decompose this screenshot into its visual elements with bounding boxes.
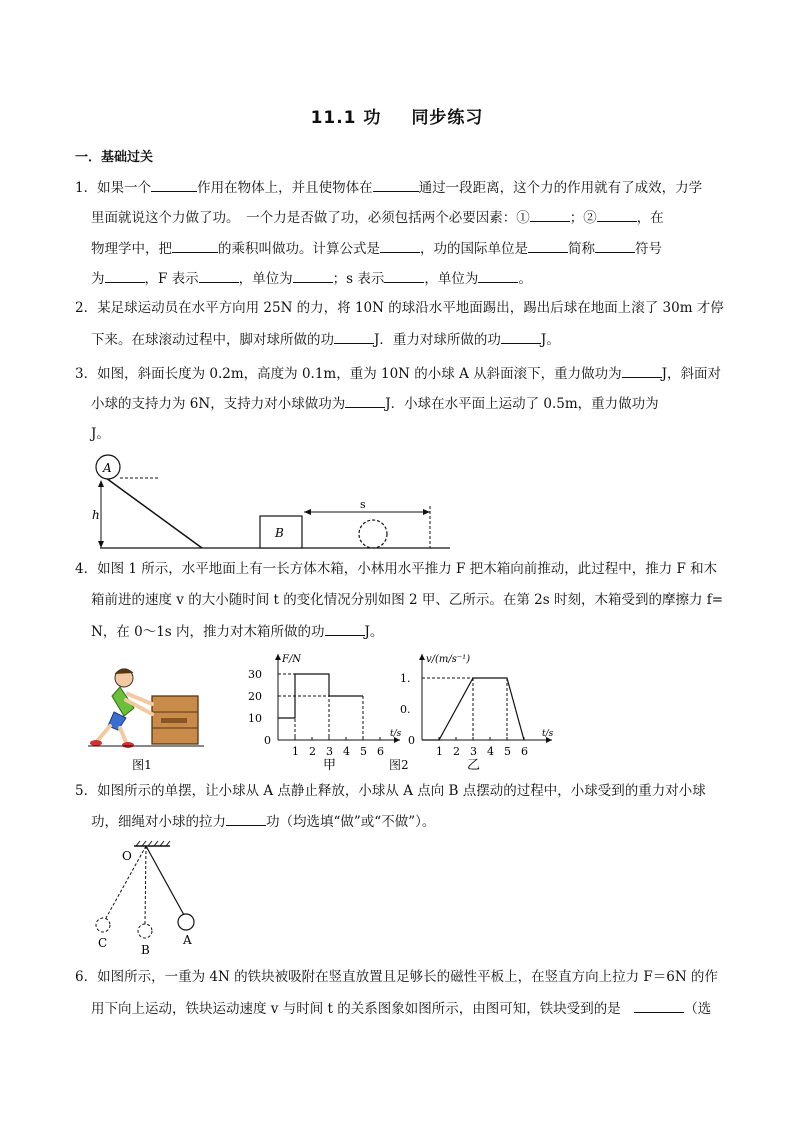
figure-1-label: 图1: [132, 758, 152, 772]
y-tick-label: 0.: [400, 703, 411, 716]
q1-text: 为: [91, 271, 105, 287]
q1-blank-1[interactable]: [151, 178, 197, 192]
q4-text: N，在 0～1s 内，推力对木箱所做的功: [91, 624, 325, 640]
q4-line-1: [75, 560, 717, 578]
q1-text: ；②: [569, 210, 597, 226]
q1-text: 的乘积叫做功。计算公式是: [218, 241, 380, 257]
q1-line-3: [91, 239, 662, 258]
q5-number: 5．: [75, 783, 98, 799]
q1-blank-3[interactable]: [530, 208, 570, 222]
x-tick-label: 5: [504, 745, 511, 758]
y-tick-label: 1.: [400, 672, 411, 685]
q3-arrow-up: [98, 480, 104, 487]
q2-line-1: [75, 299, 724, 317]
origin-label: 0: [264, 734, 271, 747]
q6-number: 6．: [75, 969, 98, 985]
y-axis-label: F/N: [282, 654, 302, 665]
q6-text: （选: [684, 1001, 712, 1017]
q5-text: 功（均选填“做”或“不做”）。: [266, 814, 436, 830]
chart-velocity-time: [400, 648, 560, 774]
person-shoe: [122, 742, 134, 748]
y-tick-label: 10: [248, 712, 262, 725]
q3-ball-final: [359, 520, 387, 548]
q4-figure-1: [86, 656, 206, 774]
q1-blank-13[interactable]: [478, 269, 518, 283]
x-tick-label: 1: [292, 745, 299, 758]
q1-blank-7[interactable]: [528, 239, 568, 253]
figure-2-label: 图2: [389, 758, 409, 772]
x-axis-label: t/s: [390, 729, 402, 739]
q3-incline: [106, 478, 202, 548]
q3-text: 如图，斜面长度为 0.2m，高度为 0.1m，重为 10N 的小球 A 从斜面滚下，重力做功为: [97, 366, 622, 382]
q3-height-label: h: [92, 508, 100, 522]
q5-text: 功，细绳对小球的拉力: [91, 814, 226, 830]
origin-label: 0: [408, 734, 415, 747]
x-tick-label: 4: [487, 745, 494, 758]
x-tick-label: 2: [309, 745, 316, 758]
q1-text: ，单位为: [424, 271, 479, 287]
q2-text: J。: [540, 332, 560, 348]
chart-caption: 甲: [323, 758, 337, 773]
x-axis-label: t/s: [542, 729, 554, 739]
q4-text: 箱前进的速度 v 的大小随时间 t 的变化情况分别如图 2 甲、乙所示。在第 2s 时刻，木箱受到的摩擦力 f=: [91, 592, 724, 608]
q3-dist-arrow-right: [423, 509, 430, 515]
x-tick-label: 5: [360, 745, 367, 758]
pivot-label: O: [122, 849, 132, 863]
q4-line-2: [91, 591, 723, 609]
q1-number: 1．: [75, 180, 98, 196]
q1-text: 作用在物体上，并且使物体在: [197, 180, 373, 196]
q2-text: J．重力对球所做的功: [374, 332, 501, 348]
title-main: 11.1 功: [310, 108, 382, 128]
q2-text: 某足球运动员在水平方向用 25N 的力，将 10N 的球沿水平地面踢出，踢出后球在地面上滚了 30m 才停: [97, 300, 724, 316]
x-tick-label: 3: [326, 745, 333, 758]
q6-line-2: [91, 999, 711, 1018]
q3-text: J．小球在水平面上运动了 0.5m，重力做功为: [385, 396, 659, 412]
q3-arrow-down: [98, 541, 104, 548]
q1-blank-10[interactable]: [199, 269, 239, 283]
q2-line-2: [91, 330, 560, 349]
pendulum-string-b: [145, 846, 146, 924]
pendulum-ball-a: [178, 914, 194, 930]
q5-blank-1[interactable]: [226, 812, 266, 826]
q3-distance-label: s: [360, 498, 366, 511]
q3-text: J。: [91, 426, 110, 442]
q4-blank-1[interactable]: [325, 622, 365, 636]
q1-text: ，功的国际单位是: [420, 241, 528, 257]
q3-line-1: [75, 364, 721, 383]
q1-blank-8[interactable]: [595, 239, 635, 253]
q3-blank-1[interactable]: [622, 364, 662, 378]
q1-line-2: [91, 208, 664, 227]
q3-line-3: [91, 425, 110, 443]
q1-text: 通过一段距离，这个力的作用就有了成效，力学: [418, 180, 703, 196]
q1-text: 简称: [568, 241, 595, 257]
q5-line-1: [75, 782, 706, 800]
q2-blank-1[interactable]: [334, 330, 374, 344]
q5-line-2: [91, 812, 435, 831]
q3-text: 小球的支持力为 6N，支持力对小球做功为: [91, 396, 346, 412]
q3-dist-arrow-left: [304, 509, 311, 515]
point-b-label: B: [141, 943, 150, 957]
pendulum-string-a: [146, 846, 184, 915]
q1-blank-6[interactable]: [380, 239, 420, 253]
chart-caption: 乙: [467, 758, 481, 773]
q3-line-2: [91, 394, 659, 413]
x-tick-label: 2: [453, 745, 460, 758]
person-leg: [98, 726, 110, 740]
person-shoe: [90, 740, 102, 746]
q1-text: 物理学中，把: [91, 241, 172, 257]
y-axis-arrow: [419, 654, 425, 660]
q5-text: 如图所示的单摆，让小球从 A 点静止释放，小球从 A 点向 B 点摆动的过程中，小球受到的重力对小球: [97, 783, 706, 799]
chart-b-group: [400, 654, 554, 773]
q4-text: J。: [364, 624, 384, 640]
y-axis-label: v/(m/s⁻¹): [426, 654, 471, 665]
chart-a-group: [248, 654, 402, 773]
q4-number: 4．: [75, 561, 98, 577]
pendulum-ball-b: [138, 924, 152, 938]
q3-number: 3．: [75, 366, 98, 382]
q3-text: J，斜面对: [661, 366, 722, 382]
q1-blank-12[interactable]: [384, 269, 424, 283]
q1-text: ，F 表示: [144, 271, 199, 287]
x-tick-label: 1: [436, 745, 443, 758]
x-tick-label: 4: [343, 745, 350, 758]
q4-line-3: [91, 622, 383, 641]
y-axis-arrow: [275, 654, 281, 660]
y-tick-label: 30: [248, 668, 262, 681]
q1-blank-11[interactable]: [293, 269, 333, 283]
pendulum-figure: [88, 838, 218, 958]
q1-text: 里面就说这个力做了功。 一个力是否做了功，必须包括两个必要因素：①: [91, 210, 530, 226]
q1-text: 如果一个: [97, 180, 152, 196]
x-tick-label: 6: [521, 745, 528, 758]
q2-text: 下来。在球滚动过程中，脚对球所做的功: [91, 332, 334, 348]
q1-blank-4[interactable]: [597, 208, 637, 222]
person-leg: [120, 728, 126, 742]
point-c-label: C: [98, 936, 108, 950]
q1-line-4: [91, 269, 532, 288]
box-handle: [161, 718, 187, 723]
pendulum-ball-c: [96, 918, 110, 932]
q1-text: ；s 表示: [332, 271, 385, 287]
title-sub: 同步练习: [411, 108, 484, 128]
q1-blank-2[interactable]: [373, 178, 419, 192]
q1-text: ，单位为: [238, 271, 293, 287]
q2-blank-2[interactable]: [501, 330, 541, 344]
q1-text: 。: [518, 271, 532, 287]
q3-blank-2[interactable]: [345, 394, 385, 408]
q1-text: ，在: [636, 210, 664, 226]
q2-number: 2．: [75, 300, 98, 316]
q4-text: 如图 1 所示，水平地面上有一长方体木箱，小林用水平推力 F 把木箱向前推动，此过程中，推力 F 和木: [97, 561, 718, 577]
q1-blank-5[interactable]: [172, 239, 218, 253]
q3-figure: [90, 452, 460, 554]
point-a-label: A: [183, 933, 192, 947]
q1-line-1: [75, 178, 702, 197]
x-tick-label: 6: [377, 745, 384, 758]
q3-block-label: B: [275, 526, 284, 540]
q6-text: 如图所示，一重为 4N 的铁块被吸附在竖直放置且足够长的磁性平板上，在竖直方向上拉力 F＝6N 的作: [97, 969, 718, 985]
q6-line-1: [75, 968, 718, 986]
section-heading: 一．基础过关: [75, 150, 154, 165]
q6-blank-1[interactable]: [634, 999, 684, 1013]
x-tick-label: 3: [470, 745, 477, 758]
q1-text: 符号: [635, 241, 662, 257]
q1-blank-9[interactable]: [105, 269, 145, 283]
q6-text: 用下向上运动，铁块运动速度 v 与时间 t 的关系图象如图所示，由图可知，铁块受到的是: [91, 1001, 621, 1017]
y-tick-label: 20: [248, 690, 262, 703]
page-title: [0, 103, 794, 128]
q3-ball-label: A: [103, 461, 112, 475]
